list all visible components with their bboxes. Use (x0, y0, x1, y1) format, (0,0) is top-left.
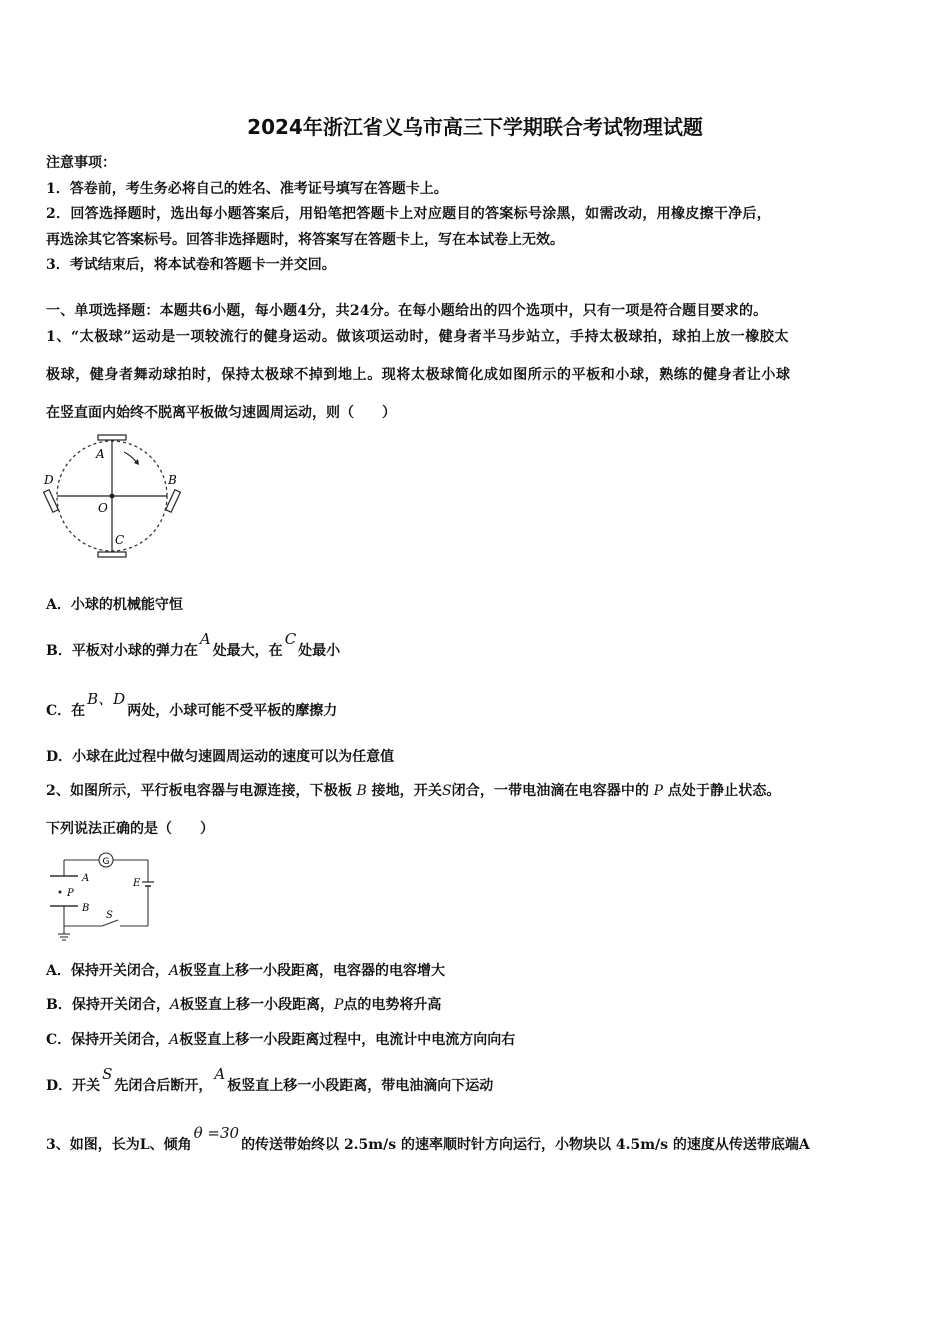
label-c: C (115, 533, 125, 547)
q2-option-b: B．保持开关闭合，A板竖直上移一小段距离，P点的电势将升高 (46, 997, 442, 1013)
q1-option-d: D．小球在此过程中做匀速圆周运动的速度可以为任意值 (46, 749, 395, 765)
q1-figure (40, 432, 190, 562)
notice-item-3: 3．考试结束后，将本试卷和答题卡一并交回。 (46, 257, 336, 273)
q1-line-2: 极球，健身者舞动球拍时，保持太极球不掉到地上。现将太极球简化成如图所示的平板和小球，熟练的健身者让小球 (46, 367, 791, 383)
q2-line-1: 2、如图所示，平行板电容器与电源连接，下极板 B 接地，开关S闭合，一带电油滴在电容器中的 P 点处于静止状态。 (46, 783, 781, 799)
board-left (44, 490, 59, 512)
board-right (166, 490, 181, 512)
notice-item-1: 1．答卷前，考生务必将自己的姓名、准考证号填写在答题卡上。 (46, 181, 448, 197)
q2-option-a: A．保持开关闭合，A板竖直上移一小段距离，电容器的电容增大 (46, 963, 445, 979)
page-title: 2024年浙江省义乌市高三下学期联合考试物理试题 (247, 115, 703, 139)
label-g: G (102, 857, 110, 867)
label-e: E (133, 878, 141, 889)
q1-option-c: C．在B、D两处，小球可能不受平板的摩擦力 (46, 690, 338, 719)
center-point (110, 494, 115, 499)
label-a: A (82, 873, 90, 884)
notice-item-2a: 2．回答选择题时，选出每小题答案后，用铅笔把答题卡上对应题目的答案标号涂黑，如需改动，用橡皮擦干净后， (46, 206, 772, 222)
q1-line-3: 在竖直面内始终不脱离平板做匀速圆周运动，则（ ） (46, 405, 396, 421)
oil-drop (59, 891, 62, 894)
label-o: O (98, 501, 108, 515)
board-bottom (98, 552, 126, 557)
label-d: D (44, 473, 54, 487)
q1-option-a: A．小球的机械能守恒 (46, 597, 183, 613)
q3-line-1: 3、如图，长为L、倾角θ =30的传送带始终以 2.5m/s 的速率顺时针方向运行，小物块以 4.5m/s 的速度从传送带底端A (46, 1124, 810, 1153)
label-b: B (82, 903, 90, 914)
section-heading: 一、单项选择题：本题共6小题，每小题4分，共24分。在每小题给出的四个选项中，只有一项是符合题目要求的。 (46, 303, 768, 319)
label-a: A (96, 447, 105, 461)
q2-option-c: C．保持开关闭合，A板竖直上移一小段距离过程中，电流计中电流方向向右 (46, 1032, 516, 1048)
q2-option-d: D．开关S先闭合后断开，A板竖直上移一小段距离，带电油滴向下运动 (46, 1065, 494, 1094)
label-b: B (168, 473, 177, 487)
notice-item-2b: 再选涂其它答案标号。回答非选择题时，将答案写在答题卡上，写在本试卷上无效。 (46, 232, 564, 248)
q2-line-2: 下列说法正确的是（ ） (46, 821, 214, 837)
label-p: P (67, 888, 74, 899)
label-s: S (106, 910, 113, 921)
q2-figure (44, 848, 156, 942)
q1-line-1: 1、“太极球”运动是一项较流行的健身运动。做该项运动时，健身者半马步站立，手持太极球拍，球拍上放一橡胶太 (46, 329, 790, 345)
q1-option-b: B．平板对小球的弹力在A处最大，在C处最小 (46, 630, 341, 659)
board-top (98, 435, 126, 440)
notice-heading: 注意事项： (46, 155, 116, 171)
